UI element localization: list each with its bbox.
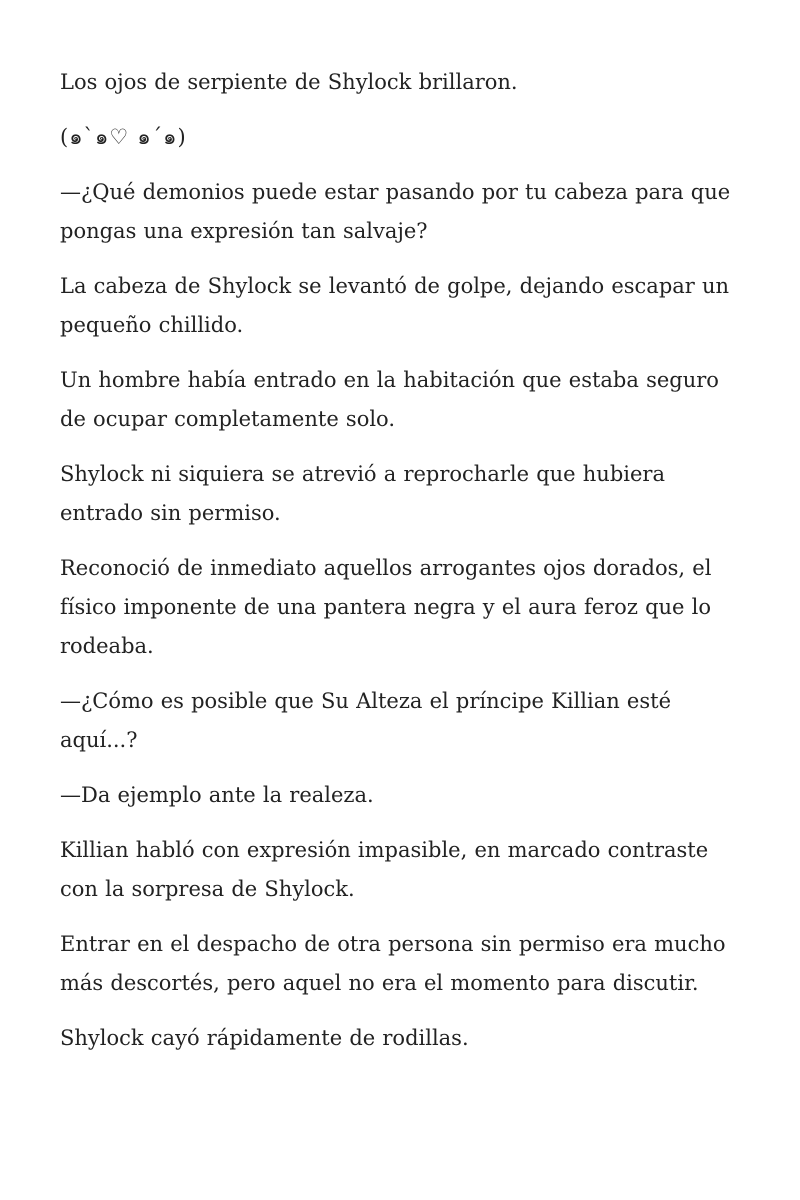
paragraph: —¿Qué demonios puede estar pasando por tu cabeza para que pongas una expresión tan salvaje?: [60, 180, 731, 243]
paragraph: Killian habló con expresión impasible, en marcado contraste con la sorpresa de Shylock.: [60, 838, 709, 901]
paragraph: Los ojos de serpiente de Shylock brillaron.: [60, 70, 518, 94]
paragraph: La cabeza de Shylock se levantó de golpe, dejando escapar un pequeño chillido.: [60, 274, 730, 337]
paragraph: —¿Cómo es posible que Su Alteza el príncipe Killian esté aquí...?: [60, 689, 671, 752]
paragraph: —Da ejemplo ante la realeza.: [60, 783, 374, 807]
ornament-line: (๑`๑♡ ๑´๑): [60, 125, 187, 149]
paragraph: Reconoció de inmediato aquellos arrogantes ojos dorados, el físico imponente de una pantera negra y el aura feroz que lo rodeaba.: [60, 556, 712, 658]
paragraph: Un hombre había entrado en la habitación que estaba seguro de ocupar completamente solo.: [60, 368, 719, 431]
paragraph: Shylock ni siquiera se atrevió a reprocharle que hubiera entrado sin permiso.: [60, 462, 665, 525]
document-body: [60, 63, 750, 1074]
paragraph: Entrar en el despacho de otra persona sin permiso era mucho más descortés, pero aquel no era el momento para discutir.: [60, 932, 726, 995]
paragraph: Shylock cayó rápidamente de rodillas.: [60, 1026, 469, 1050]
